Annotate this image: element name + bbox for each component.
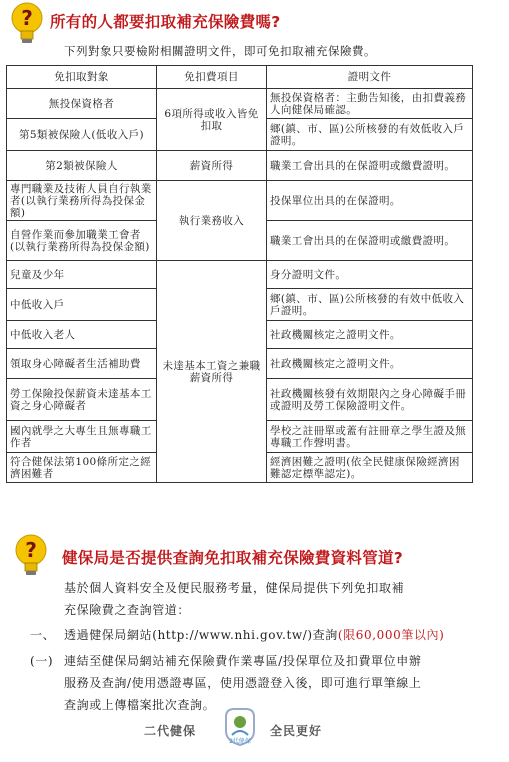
section2-title: 健保局是否提供查詢免扣取補充保險費資料管道? xyxy=(62,549,404,567)
svg-text:?: ? xyxy=(25,538,37,562)
row-target: 領取身心障礙者生活補助費 xyxy=(7,349,157,379)
section1-subtitle: 下列對象只要檢附相關證明文件，即可免扣取補充保險費。 xyxy=(64,44,376,58)
item2-line1: 連結至健保局網站補充保險費作業專區/投保單位及扣費單位申辦 xyxy=(64,654,422,668)
row-target: 勞工保險投保薪資未達基本工資之身心障礙者 xyxy=(7,379,157,421)
row-doc: 社政機關核定之證明文件。 xyxy=(267,349,473,379)
item2-line2: 服務及查詢/使用憑證專區，使用憑證登入後，即可進行單筆線上 xyxy=(64,676,422,690)
table-row xyxy=(7,89,473,119)
group3-item: 未達基本工資之兼職薪資所得 xyxy=(157,261,267,483)
row-target: 國內就學之大專生且無專職工作者 xyxy=(7,421,157,453)
row-doc: 社政機關核發有效期限內之身心障礙手冊或證明及勞工保險證明文件。 xyxy=(267,379,473,421)
row-target: 第5類被保險人(低收入戶) xyxy=(7,119,157,151)
row-doc: 鄉(鎮、市、區)公所核發的有效中低收入戶證明。 xyxy=(267,289,473,321)
item2-line3: 查詢或上傳檔案批次查詢。 xyxy=(64,698,216,712)
exemption-table xyxy=(6,65,473,483)
header-item: 免扣費項目 xyxy=(157,66,267,89)
row-target: 中低收入戶 xyxy=(7,289,157,321)
nhi-logo-icon xyxy=(218,707,262,747)
footer-right: 全民更好 xyxy=(270,724,323,738)
row-doc: 社政機關核定之證明文件。 xyxy=(267,321,473,349)
header-target: 免扣取對象 xyxy=(7,66,157,89)
question-bulb-icon xyxy=(10,2,44,46)
row-doc: 鄉(鎮、市、區)公所核發的有效低收入戶證明。 xyxy=(267,119,473,151)
item1-limit: (限60,000筆以內) xyxy=(337,628,445,642)
header-doc: 證明文件 xyxy=(267,66,473,89)
section2-para-line1: 基於個人資料安全及便民服務考量，健保局提供下列免扣取補 xyxy=(64,581,405,595)
row-target: 符合健保法第100條所定之經濟困難者 xyxy=(7,453,157,483)
item2-number: (一) xyxy=(30,654,54,668)
group2-item: 執行業務收入 xyxy=(157,181,267,261)
table-row xyxy=(7,261,473,289)
row-doc: 投保單位出具的在保證明。 xyxy=(267,181,473,221)
group1-item: 6項所得或收入皆免扣取 xyxy=(157,89,267,151)
row-doc: 無投保資格者：主動告知後，由扣費義務人向健保局確認。 xyxy=(267,89,473,119)
logo-text: 2代健保 xyxy=(229,738,251,745)
item1-number: 一、 xyxy=(30,628,56,642)
row-doc: 學校之註冊單或蓋有註冊章之學生證及無專職工作聲明書。 xyxy=(267,421,473,453)
row-doc: 身分證明文件。 xyxy=(267,261,473,289)
row-target: 第2類被保險人 xyxy=(7,151,157,181)
row-target: 無投保資格者 xyxy=(7,89,157,119)
row-doc: 職業工會出具的在保證明或繳費證明。 xyxy=(267,221,473,261)
table-row xyxy=(7,181,473,221)
row-target: 自營作業而參加職業工會者(以執行業務所得為投保金額) xyxy=(7,221,157,261)
salary-item: 薪資所得 xyxy=(157,151,267,181)
row-doc: 經濟困難之證明(依全民健康保險經濟困難認定標準認定)。 xyxy=(267,453,473,483)
row-target: 專門職業及技術人員自行執業者(以執行業務所得為投保金額) xyxy=(7,181,157,221)
section2-para-line2: 充保險費之查詢管道： xyxy=(64,603,191,617)
svg-text:?: ? xyxy=(21,6,33,30)
item1-text: 透過健保局網站(http://www.nhi.gov.tw/)查詢 xyxy=(64,628,338,642)
table-row xyxy=(7,151,473,181)
table-header-row xyxy=(7,66,473,89)
question-bulb-icon xyxy=(14,534,48,578)
row-target: 中低收入老人 xyxy=(7,321,157,349)
section1-title: 所有的人都要扣取補充保險費嗎? xyxy=(50,13,281,31)
row-doc: 職業工會出具的在保證明或繳費證明。 xyxy=(267,151,473,181)
row-target: 兒童及少年 xyxy=(7,261,157,289)
footer-left: 二代健保 xyxy=(144,724,197,738)
